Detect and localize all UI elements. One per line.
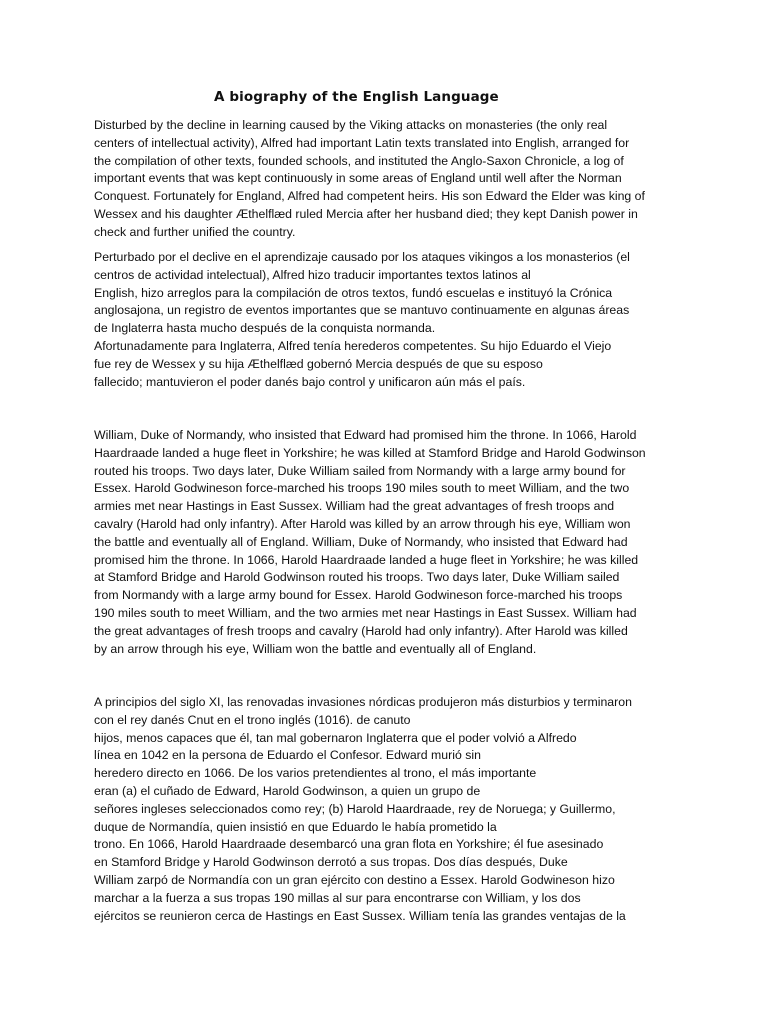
paragraph-line: fallecido; mantuvieron el poder danés bajo control y unificaron aún más el país. — [94, 374, 526, 389]
paragraph-line: trono. En 1066, Harold Haardraade desembarcó una gran flota en Yorkshire; él fue asesinado — [94, 837, 604, 852]
paragraph-line: from Normandy with a large army bound for Essex. Harold Godwineson force-marched his troops — [94, 588, 623, 603]
paragraph-english-alfred — [94, 117, 684, 242]
paragraph-english-william — [94, 427, 684, 658]
paragraph-line: Essex. Harold Godwineson force-marched his troops 190 miles south to meet William, and the two — [94, 481, 630, 496]
paragraph-line: hijos, menos capaces que él, tan mal gobernaron Inglaterra que el poder volvió a Alfredo — [94, 730, 577, 745]
paragraph-line: armies met near Hastings in East Sussex. William had the great advantages of fresh troops and — [94, 499, 615, 514]
paragraph-line: at Stamford Bridge and Harold Godwinson routed his troops. Two days later, Duke William sailed — [94, 570, 620, 585]
paragraph-line: Conquest. Fortunately for England, Alfred had competent heirs. His son Edward the Elder was king of — [94, 189, 645, 204]
paragraph-line: Haardraade landed a huge fleet in Yorkshire; he was killed at Stamford Bridge and Harold Godwinson — [94, 445, 646, 460]
paragraph-line: promised him the throne. In 1066, Harold Haardraade landed a huge fleet in Yorkshire; he was killed — [94, 552, 639, 567]
paragraph-line: William, Duke of Normandy, who insisted that Edward had promised him the throne. In 1066, Harold — [94, 428, 637, 442]
paragraph-line: señores ingleses seleccionados como rey; (b) Harold Haardraade, rey de Noruega; y Guillermo, — [94, 801, 616, 816]
paragraph-spanish-alfred — [94, 249, 684, 391]
paragraph-spanish-william — [94, 694, 684, 925]
paragraph-line: Perturbado por el declive en el aprendizaje causado por los ataques vikingos a los monasterios (el — [94, 250, 630, 264]
paragraph-line: fue rey de Wessex y su hija Æthelflæd gobernó Mercia después de que su esposo — [94, 356, 543, 371]
paragraph-line: the compilation of other texts, founded schools, and instituted the Anglo-Saxon Chronicle, a log of — [94, 153, 624, 168]
paragraph-line: check and further unified the country. — [94, 224, 296, 239]
paragraph-line: heredero directo en 1066. De los varios pretendientes al trono, el más importante — [94, 766, 537, 781]
paragraph-line: línea en 1042 en la persona de Eduardo el Confesor. Edward murió sin — [94, 748, 481, 763]
paragraph-line: Afortunadamente para Inglaterra, Alfred tenía herederos competentes. Su hijo Eduardo el Viejo — [94, 338, 612, 353]
paragraph-line: ejércitos se reunieron cerca de Hastings en East Sussex. William tenía las grandes ventajas de la — [94, 908, 626, 923]
paragraph-line: centers of intellectual activity), Alfred had important Latin texts translated into English, arranged for — [94, 135, 630, 150]
paragraph-line: marchar a la fuerza a sus tropas 190 millas al sur para encontrarse con William, y los dos — [94, 890, 581, 905]
paragraph-line: centros de actividad intelectual), Alfred hizo traducir importantes textos latinos al — [94, 267, 531, 282]
paragraph-line: con el rey danés Cnut en el trono inglés (1016). de canuto — [94, 712, 411, 727]
paragraph-line: Wessex and his daughter Æthelflæd ruled Mercia after her husband died; they kept Danish power in — [94, 206, 638, 221]
paragraph-line: A principios del siglo XI, las renovadas invasiones nórdicas produjeron más disturbios y terminaron — [94, 695, 632, 709]
paragraph-line: Disturbed by the decline in learning caused by the Viking attacks on monasteries (the only real — [94, 118, 608, 132]
paragraph-line: 190 miles south to meet William, and the two armies met near Hastings in East Sussex. William had — [94, 605, 637, 620]
paragraph-line: the battle and eventually all of England. William, Duke of Normandy, who insisted that Edward had — [94, 534, 628, 549]
paragraph-line: important events that was kept continuously in some areas of England until well after the Norman — [94, 171, 622, 186]
paragraph-line: routed his troops. Two days later, Duke William sailed from Normandy with a large army bound for — [94, 463, 626, 478]
paragraph-line: duque de Normandía, quien insistió en que Eduardo le había prometido la — [94, 819, 497, 834]
paragraph-line: cavalry (Harold had only infantry). After Harold was killed by an arrow through his eye, William won — [94, 516, 631, 531]
paragraph-line: William zarpó de Normandía con un gran ejército con destino a Essex. Harold Godwineson hizo — [94, 872, 615, 887]
paragraph-line: by an arrow through his eye, William won the battle and eventually all of England. — [94, 641, 537, 656]
paragraph-line: anglosajona, un registro de eventos importantes que se mantuvo continuamente en algunas áreas — [94, 303, 630, 318]
paragraph-line: en Stamford Bridge y Harold Godwinson derrotó a sus tropas. Dos días después, Duke — [94, 855, 568, 870]
paragraph-line: de Inglaterra hasta mucho después de la conquista normanda. — [94, 321, 436, 336]
document-title: A biography of the English Language — [214, 89, 499, 105]
paragraph-line: the great advantages of fresh troops and cavalry (Harold had only infantry). After Harold was killed — [94, 623, 628, 638]
paragraph-line: English, hizo arreglos para la compilación de otros textos, fundó escuelas e instituyó la Crónica — [94, 285, 613, 300]
paragraph-line: eran (a) el cuñado de Edward, Harold Godwinson, a quien un grupo de — [94, 783, 481, 798]
